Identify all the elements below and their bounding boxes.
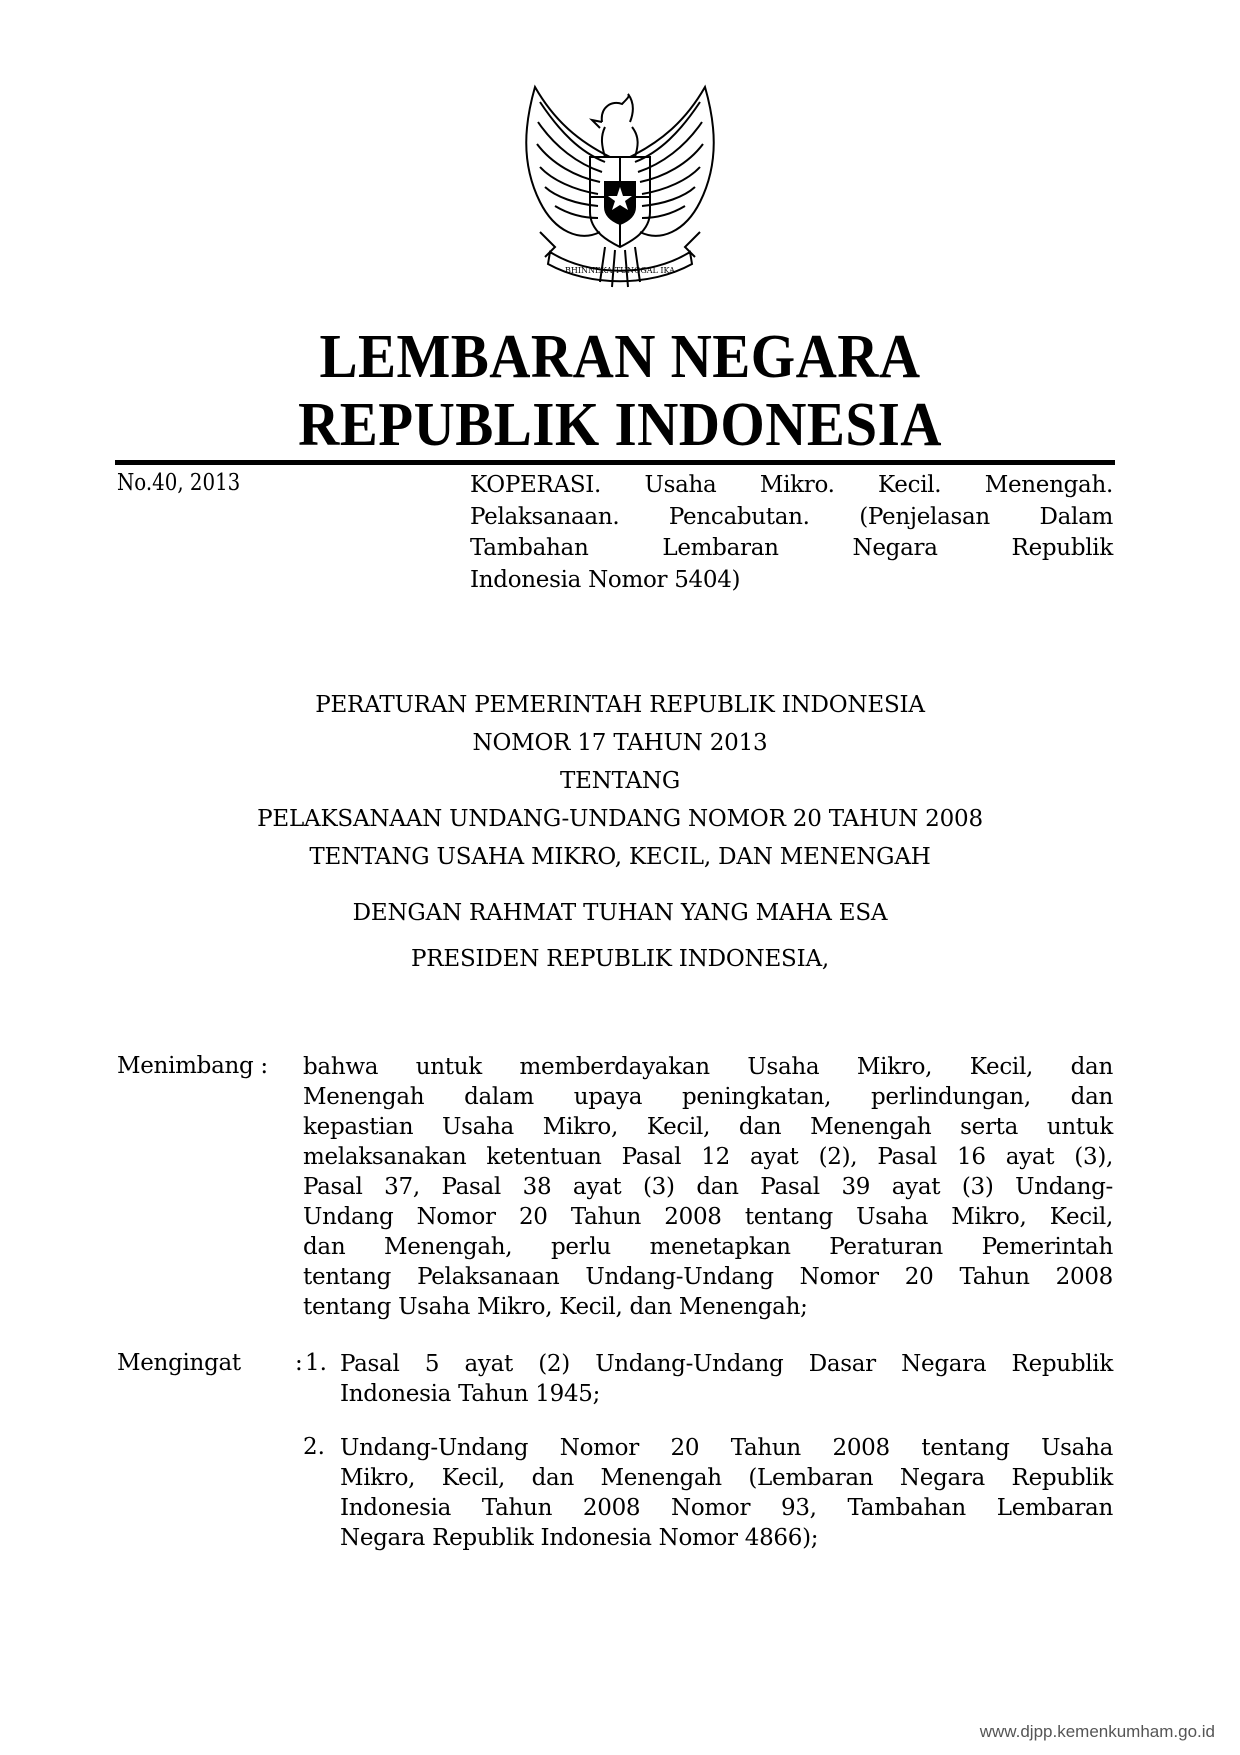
preamble-line: PRESIDEN REPUBLIK INDONESIA,: [411, 946, 829, 972]
menimbang-text: [303, 1052, 1113, 1322]
issue-subject-line: Pelaksanaan. Pencabutan. (Penjelasan Dalam: [470, 503, 1113, 530]
issue-number: No.40, 2013: [117, 470, 241, 496]
masthead-title-line1: LEMBARAN NEGARA: [319, 323, 921, 391]
mengingat-item-2: [340, 1433, 1113, 1553]
masthead-divider: [115, 460, 1115, 465]
issue-subject-line: Indonesia Nomor 5404): [470, 566, 741, 593]
mengingat-line: Indonesia Tahun 2008 Nomor 93, Tambahan Lembaran: [340, 1495, 1113, 1521]
mengingat-line: Negara Republik Indonesia Nomor 4866);: [340, 1525, 819, 1551]
issue-subject-line: Tambahan Lembaran Negara Republik: [470, 535, 1113, 561]
menimbang-line: Pasal 37, Pasal 38 ayat (3) dan Pasal 39 ayat (3) Undang-: [303, 1174, 1113, 1200]
menimbang-line: melaksanakan ketentuan Pasal 12 ayat (2), Pasal 16 ayat (3),: [303, 1144, 1113, 1170]
masthead-title-line2: REPUBLIK INDONESIA: [298, 391, 942, 459]
mengingat-line: Indonesia Tahun 1945;: [340, 1381, 601, 1407]
menimbang-line: kepastian Usaha Mikro, Kecil, dan Menengah serta untuk: [303, 1114, 1113, 1140]
regulation-title-line: PERATURAN PEMERINTAH REPUBLIK INDONESIA: [315, 692, 925, 718]
menimbang-label: Menimbang :: [117, 1053, 268, 1079]
mengingat-colon: :: [295, 1350, 303, 1376]
menimbang-line: Menengah dalam upaya peningkatan, perlindungan, dan: [303, 1084, 1113, 1110]
regulation-title-line: NOMOR 17 TAHUN 2013: [472, 730, 768, 756]
menimbang-line: dan Menengah, perlu menetapkan Peraturan Pemerintah: [303, 1234, 1113, 1260]
mengingat-label: Mengingat: [117, 1350, 241, 1376]
regulation-title-line: TENTANG: [559, 768, 681, 794]
issue-subject-line: KOPERASI. Usaha Mikro. Kecil. Menengah.: [470, 472, 1113, 498]
mengingat-line: Pasal 5 ayat (2) Undang-Undang Dasar Negara Republik: [340, 1351, 1113, 1377]
garuda-emblem-icon: [510, 82, 730, 292]
menimbang-line: tentang Pelaksanaan Undang-Undang Nomor 20 Tahun 2008: [303, 1264, 1113, 1290]
regulation-title-line: TENTANG USAHA MIKRO, KECIL, DAN MENENGAH: [309, 844, 931, 870]
issue-subject: [470, 470, 1113, 596]
preamble-line: DENGAN RAHMAT TUHAN YANG MAHA ESA: [352, 900, 888, 926]
mengingat-item-1: [340, 1349, 1113, 1409]
mengingat-line: Undang-Undang Nomor 20 Tahun 2008 tentang Usaha: [340, 1435, 1113, 1461]
regulation-title-line: PELAKSANAAN UNDANG-UNDANG NOMOR 20 TAHUN 2008: [257, 806, 983, 832]
menimbang-line: Undang Nomor 20 Tahun 2008 tentang Usaha Mikro, Kecil,: [303, 1204, 1113, 1230]
footer-url: www.djpp.kemenkumham.go.id: [979, 1722, 1215, 1741]
svg-text:BHINNEKA TUNGGAL IKA: BHINNEKA TUNGGAL IKA: [565, 266, 675, 275]
mengingat-item-number: 1.: [305, 1350, 327, 1376]
mengingat-line: Mikro, Kecil, dan Menengah (Lembaran Negara Republik: [340, 1465, 1113, 1491]
menimbang-line: tentang Usaha Mikro, Kecil, dan Menengah;: [303, 1294, 808, 1320]
menimbang-line: bahwa untuk memberdayakan Usaha Mikro, Kecil, dan: [303, 1054, 1113, 1080]
mengingat-item-number: 2.: [303, 1434, 325, 1460]
